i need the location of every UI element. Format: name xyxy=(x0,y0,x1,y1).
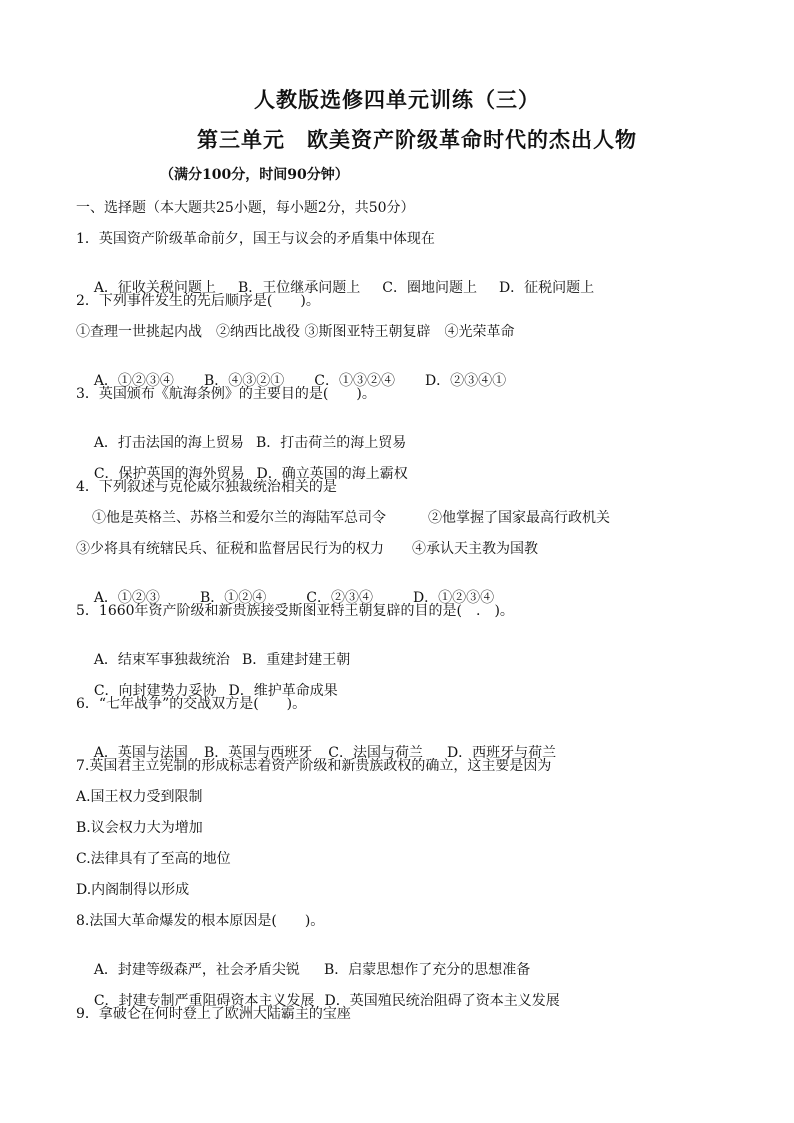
option: B．启蒙思想作了充分的思想准备 xyxy=(323,962,531,978)
doc-subtitle: 第三单元 欧美资产阶级革命时代的杰出人物 xyxy=(197,127,637,152)
doc-meta: （满分100分，时间90分钟） xyxy=(160,167,349,183)
question-8-stem: 8.法国大革命爆发的根本原因是( )。 xyxy=(76,913,325,929)
option: D．确立英国的海上霸权 xyxy=(256,466,408,482)
question-4-stem: 4．下列叙述与克伦威尔独裁统治相关的是 xyxy=(76,479,337,495)
option: D．征税问题上 xyxy=(498,280,595,296)
question-2-stem: 2．下列事件发生的先后顺序是( )。 xyxy=(76,293,320,309)
question-7-option-a: A.国王权力受到限制 xyxy=(76,789,203,805)
option: C．①③②④ xyxy=(314,373,395,389)
option: B．英国与西班牙 xyxy=(203,745,313,761)
option: A．封建等级森严，社会矛盾尖锐 xyxy=(93,962,300,978)
question-4-items-row-1: ①他是英格兰、苏格兰和爱尔兰的海陆军总司令 ②他掌握了国家最高行政机关 xyxy=(92,510,610,526)
option: C．法国与荷兰 xyxy=(328,745,423,761)
question-4-items-row-2: ③少将具有统辖民兵、征税和监督居民行为的权力 ④承认天主教为国教 xyxy=(76,541,538,557)
option: D．维护革命成果 xyxy=(228,683,338,699)
question-1-stem: 1．英国资产阶级革命前夕，国王与议会的矛盾集中体现在 xyxy=(76,231,435,247)
option: A．①②③④ xyxy=(93,373,174,389)
option: C．向封建势力妥协 xyxy=(93,683,217,699)
doc-title: 人教版选修四单元训练（三） xyxy=(254,87,540,112)
option: D．①②③④ xyxy=(412,590,495,606)
question-6-stem: 6．“七年战争”的交战双方是( )。 xyxy=(76,696,307,712)
option: C．封建专制严重阻碍资本主义发展 xyxy=(93,993,315,1009)
option: A．打击法国的海上贸易 xyxy=(93,435,244,451)
option: B．打击荷兰的海上贸易 xyxy=(255,435,407,451)
question-9-stem: 9．拿破仑在何时登上了欧洲大陆霸主的宝座 xyxy=(76,1006,351,1022)
question-7-stem: 7.英国君主立宪制的形成标志着资产阶级和新贵族政权的确立，这主要是因为 xyxy=(76,758,552,774)
option: B．④③②① xyxy=(203,373,285,389)
option: A．英国与法国 xyxy=(93,745,188,761)
option: D．西班牙与荷兰 xyxy=(446,745,557,761)
option: A．结束军事独裁统治 xyxy=(93,652,230,668)
option: D．②③④① xyxy=(424,373,507,389)
option: B．王位继承问题上 xyxy=(237,280,361,296)
option: C．②③④ xyxy=(306,590,373,606)
option: B．①②④ xyxy=(199,590,267,606)
question-5-stem: 5．1660年资产阶级和新贵族接受斯图亚特王朝复辟的目的是( . )。 xyxy=(76,603,514,619)
question-3-stem: 3．英国颁布《航海条例》的主要目的是( )。 xyxy=(76,386,376,402)
option: B．重建封建王朝 xyxy=(241,652,351,668)
section-heading: 一、选择题（本大题共25小题，每小题2分，共50分） xyxy=(76,200,415,216)
option: A．①②③ xyxy=(93,590,160,606)
question-7-option-c: C.法律具有了至高的地位 xyxy=(76,851,231,867)
option: C．圈地问题上 xyxy=(382,280,477,296)
option: A．征收关税问题上 xyxy=(93,280,216,296)
question-7-option-d: D.内阁制得以形成 xyxy=(76,882,190,898)
question-7-option-b: B.议会权力大为增加 xyxy=(76,820,203,836)
option: D．英国殖民统治阻碍了资本主义发展 xyxy=(324,993,560,1009)
question-2-items: ①查理一世挑起内战 ②纳西比战役 ③斯图亚特王朝复辟 ④光荣革命 xyxy=(76,324,515,340)
option: C．保护英国的海外贸易 xyxy=(93,466,245,482)
